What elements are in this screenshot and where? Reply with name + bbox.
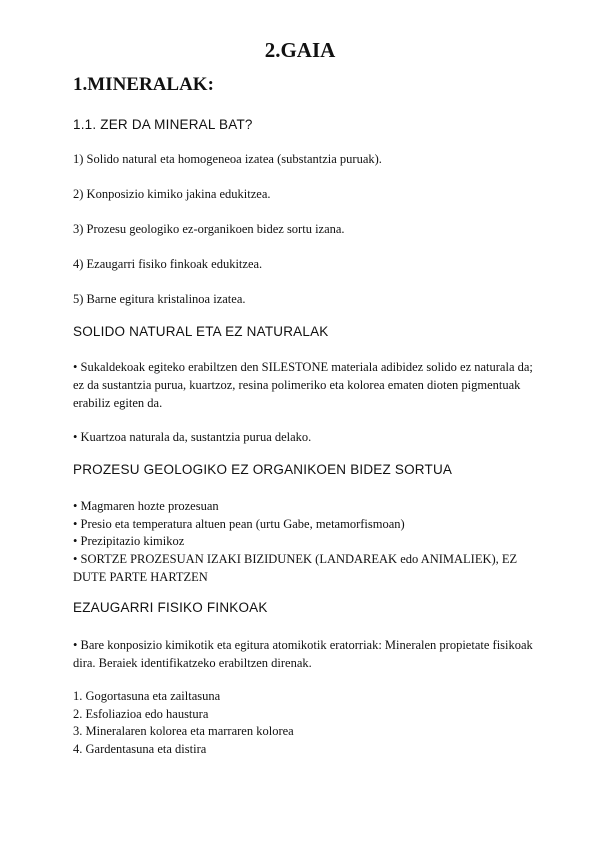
solido-paragraph: • Sukaldekoak egiteko erabiltzen den SILESTONE materiala adibidez solido ez naturala da; ez da sustantzia purua, kuartzoz, resina polimeriko eta kolorea ematen dioten pigmentuak erabiliz egiten da. (73, 360, 533, 410)
prozesu-item: • Magmaren hozte prozesuan (73, 499, 219, 513)
solido-paragraph: • Kuartzoa naturala da, sustantzia purua delako. (73, 430, 312, 444)
prozesu-heading: PROZESU GEOLOGIKO EZ ORGANIKOEN BIDEZ SORTUA (73, 462, 453, 477)
ezaugarri-item: 1. Gogortasuna eta zailtasuna (73, 689, 221, 703)
ezaugarri-heading: EZAUGARRI FISIKO FINKOAK (73, 600, 268, 615)
subsection-heading: 1.1. ZER DA MINERAL BAT? (73, 117, 253, 132)
solido-heading: SOLIDO NATURAL ETA EZ NATURALAK (73, 324, 329, 339)
property-item: 1) Solido natural eta homogeneoa izatea (substantzia puruak). (73, 152, 382, 166)
property-item: 4) Ezaugarri fisiko finkoak edukitzea. (73, 257, 263, 271)
document-title: 2.GAIA (264, 38, 336, 62)
ezaugarri-paragraph: • Bare konposizio kimikotik eta egitura atomikotik eratorriak: Mineralen propietate fisikoak dira. Beraiek identifikatzeko erabiltzen direnak. (73, 638, 533, 670)
property-item: 2) Konposizio kimiko jakina edukitzea. (73, 187, 271, 201)
ezaugarri-item: 3. Mineralaren kolorea eta marraren kolorea (73, 724, 294, 738)
prozesu-item: • Presio eta temperatura altuen pean (urtu Gabe, metamorfismoan) (73, 517, 405, 531)
ezaugarri-item: 2. Esfoliazioa edo haustura (73, 707, 209, 721)
property-item: 3) Prozesu geologiko ez-organikoen bidez sortu izana. (73, 222, 345, 236)
property-item: 5) Barne egitura kristalinoa izatea. (73, 292, 246, 306)
prozesu-item: • Prezipitazio kimikoz (73, 534, 185, 548)
ezaugarri-item: 4. Gardentasuna eta distira (73, 742, 207, 756)
section-heading: 1.MINERALAK: (73, 74, 214, 95)
prozesu-item: • SORTZE PROZESUAN IZAKI BIZIDUNEK (LANDAREAK edo ANIMALIEK), EZ DUTE PARTE HARTZEN (73, 552, 518, 584)
